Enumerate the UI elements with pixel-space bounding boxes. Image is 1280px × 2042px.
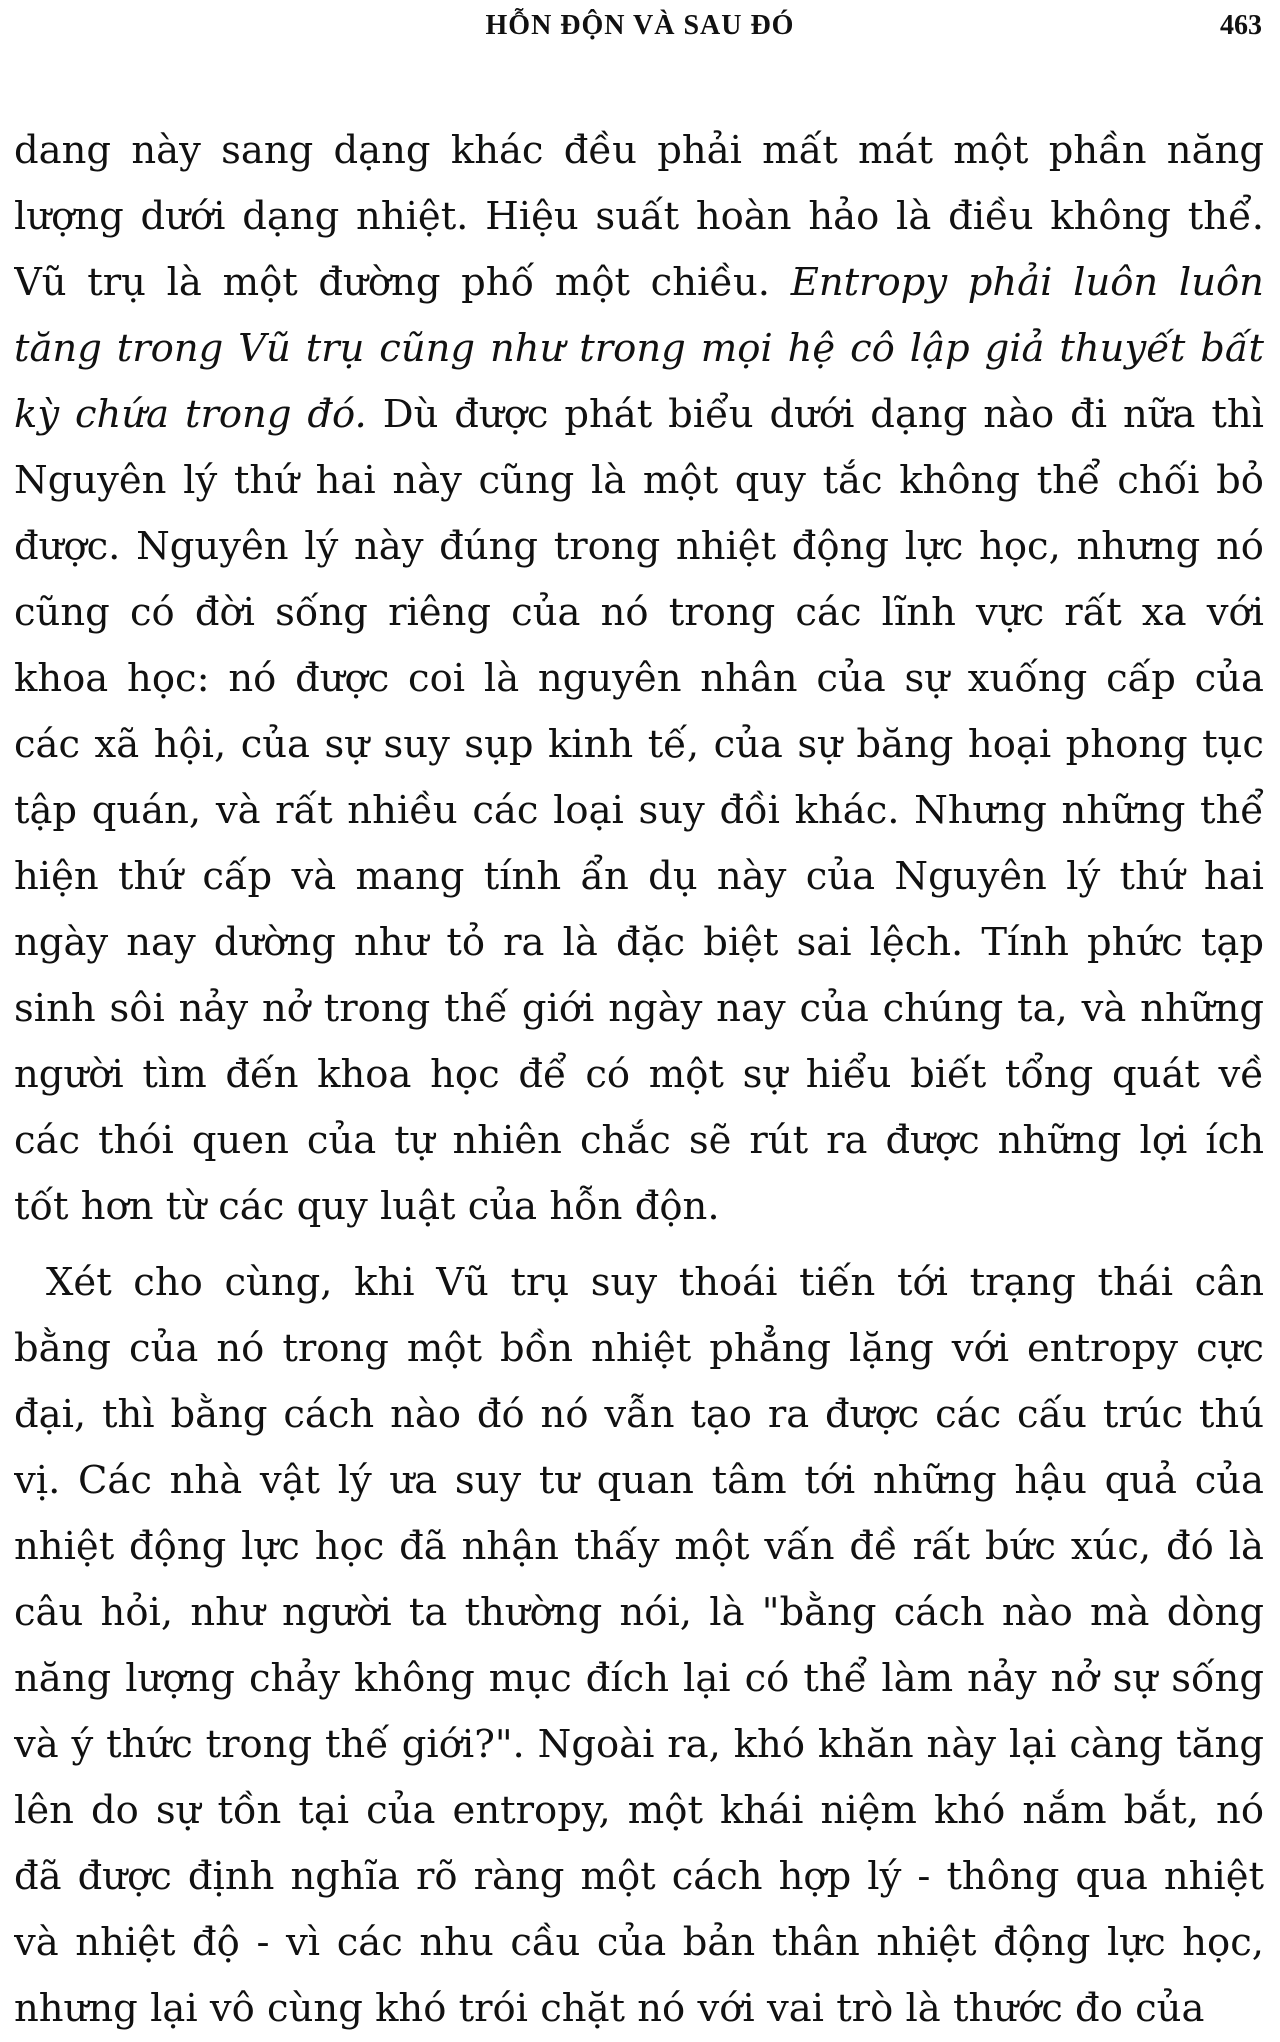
text-line: người tìm đến khoa học để có một sự hiểu biết tổng quát về [14,1052,1264,1097]
text-line: bằng của nó trong một bồn nhiệt phẳng lặng với entropy cực [14,1326,1264,1371]
text-line: ngày nay dường như tỏ ra là đặc biệt sai lệch. Tính phức tạp [14,920,1264,965]
text-line: cũng có đời sống riêng của nó trong các lĩnh vực rất xa với [14,590,1264,635]
text-line: nhưng lại vô cùng khó trói chặt nó với vai trò là thước đo của [14,1986,1205,2031]
running-head [0,10,1280,50]
text-line: tập quán, và rất nhiều các loại suy đồi khác. Nhưng những thể [14,788,1264,833]
text-line: câu hỏi, như người ta thường nói, là "bằng cách nào mà dòng [14,1590,1264,1635]
text-line: các thói quen của tự nhiên chắc sẽ rút ra được những lợi ích [14,1118,1264,1163]
text-line: năng lượng chảy không mục đích lại có thể làm nảy nở sự sống [14,1656,1264,1701]
text-line: kỳ chứa trong đó. Dù được phát biểu dưới dạng nào đi nữa thì [14,392,1264,437]
text-line: và ý thức trong thế giới?". Ngoài ra, khó khăn này lại càng tăng [14,1722,1264,1767]
text-line: lên do sự tồn tại của entropy, một khái niệm khó nắm bắt, nó [14,1788,1264,1833]
text-line: dang này sang dạng khác đều phải mất mát một phần năng [14,128,1264,173]
page-number: 463 [1220,10,1262,41]
text-line: Xét cho cùng, khi Vũ trụ suy thoái tiến tới trạng thái cân [46,1260,1264,1305]
paragraph-2 [14,1250,1264,2042]
text-line: đã được định nghĩa rõ ràng một cách hợp lý - thông qua nhiệt [14,1854,1264,1899]
text-line: đại, thì bằng cách nào đó nó vẫn tạo ra được các cấu trúc thú [14,1392,1264,1437]
text-line: lượng dưới dạng nhiệt. Hiệu suất hoàn hảo là điều không thể. [14,194,1264,239]
text-line: khoa học: nó được coi là nguyên nhân của sự xuống cấp của [14,656,1264,701]
paragraph-1 [14,118,1264,1240]
chapter-title: HỖN ĐỘN VÀ SAU ĐÓ [485,10,795,41]
text-line: hiện thứ cấp và mang tính ẩn dụ này của Nguyên lý thứ hai [14,854,1264,899]
body-text [14,118,1264,2042]
text-line: nhiệt động lực học đã nhận thấy một vấn đề rất bức xúc, đó là [14,1524,1264,1569]
text-line: vị. Các nhà vật lý ưa suy tư quan tâm tới những hậu quả của [14,1458,1264,1503]
text-line: Vũ trụ là một đường phố một chiều. Entropy phải luôn luôn [14,260,1264,305]
text-line: tăng trong Vũ trụ cũng như trong mọi hệ cô lập giả thuyết bất [14,326,1264,371]
text-line: và nhiệt độ - vì các nhu cầu của bản thân nhiệt động lực học, [14,1920,1264,1965]
text-line: các xã hội, của sự suy sụp kinh tế, của sự băng hoại phong tục [14,722,1264,767]
text-line: Nguyên lý thứ hai này cũng là một quy tắc không thể chối bỏ [14,458,1264,503]
text-line: tốt hơn từ các quy luật của hỗn độn. [14,1184,720,1229]
text-line: được. Nguyên lý này đúng trong nhiệt động lực học, nhưng nó [14,524,1264,569]
text-line: sinh sôi nảy nở trong thế giới ngày nay của chúng ta, và những [14,986,1264,1031]
